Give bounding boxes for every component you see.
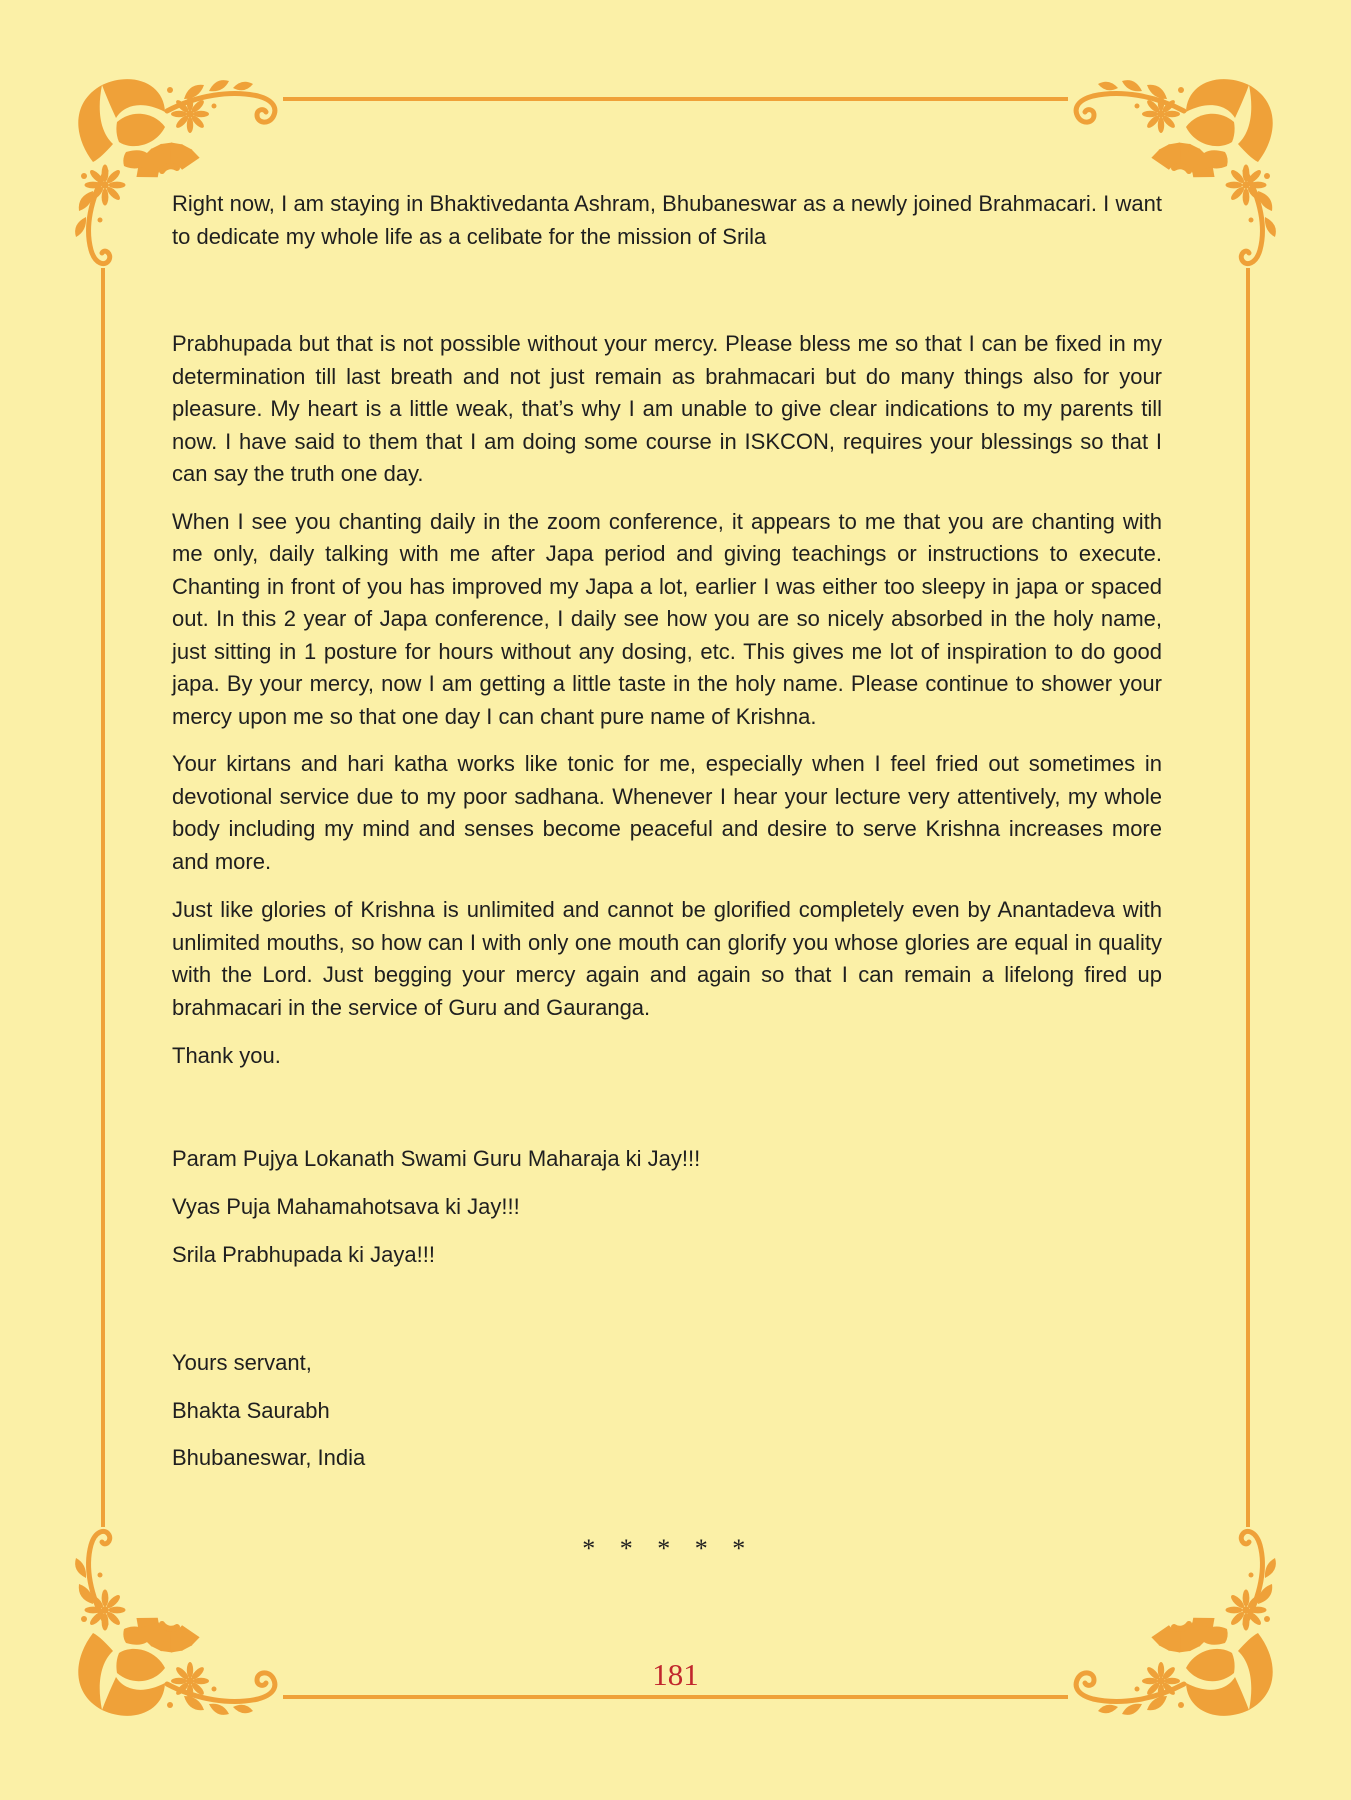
letter-paragraph: When I see you chanting daily in the zoom conference, it appears to me that you are chanting with me only, daily talking with me after Japa period and giving teachings or instructions to execute. Chanting in front of you has improved my Japa a lot, earlier I was either too sleepy in japa or spaced out. In this 2 year of Japa conference, I daily see how you are so nicely absorbed in the holy name, just sitting in 1 posture for hours without any dosing, etc. This gives me lot of inspiration to do good japa. By your mercy, now I am getting a little taste in the holy name. Please continue to shower your mercy upon me so that one day I can chant pure name of Krishna.: [172, 508, 1162, 729]
border-line-top: [283, 97, 1068, 101]
signoff-closing: Yours servant,: [172, 1350, 312, 1375]
asterisk-separator: * * * * *: [581, 1533, 753, 1563]
border-line-bottom: [283, 1695, 1068, 1699]
letter-paragraph: Prabhupada but that is not possible without your mercy. Please bless me so that I can be fixed in my determination till last breath and not just remain as brahmacari but do many things also for your pleasure. My heart is a little weak, that’s why I am unable to give clear indications to my parents till now. I have said to them that I am doing some course in ISKCON, requires your blessings so that I can say the truth one day.: [172, 331, 1162, 486]
border-line-right: [1246, 268, 1250, 1527]
jay-line: Srila Prabhupada ki Jaya!!!: [172, 1241, 435, 1267]
letter-body: [172, 188, 1162, 1565]
jay-line: Param Pujya Lokanath Swami Guru Maharaja ki Jay!!!: [172, 1145, 701, 1171]
signoff-name: Bhakta Saurabh: [172, 1397, 330, 1423]
thank-you-line: Thank you.: [172, 1043, 281, 1068]
signoff-location: Bhubaneswar, India: [172, 1445, 366, 1470]
letter-paragraph: Right now, I am staying in Bhaktivedanta Ashram, Bhubaneswar as a newly joined Brahmacari. I want to dedicate my whole life as a celibate for the mission of Srila: [172, 191, 1162, 249]
letter-paragraph: Just like glories of Krishna is unlimited and cannot be glorified completely even by Anantadeva with unlimited mouths, so how can I with only one mouth can glorify you whose glories are equal in quality with the Lord. Just begging your mercy again and again so that I can remain a lifelong fired up brahmacari in the service of Guru and Gauranga.: [172, 897, 1162, 1020]
letter-paragraph: Your kirtans and hari katha works like tonic for me, especially when I feel fried out sometimes in devotional service due to my poor sadhana. Whenever I hear your lecture very attentively, my whole body including my mind and senses become peaceful and desire to serve Krishna increases more and more.: [172, 751, 1162, 874]
jay-line: Vyas Puja Mahamahotsava ki Jay!!!: [172, 1194, 520, 1219]
page-number: 181: [652, 1657, 699, 1692]
border-line-left: [101, 268, 105, 1527]
